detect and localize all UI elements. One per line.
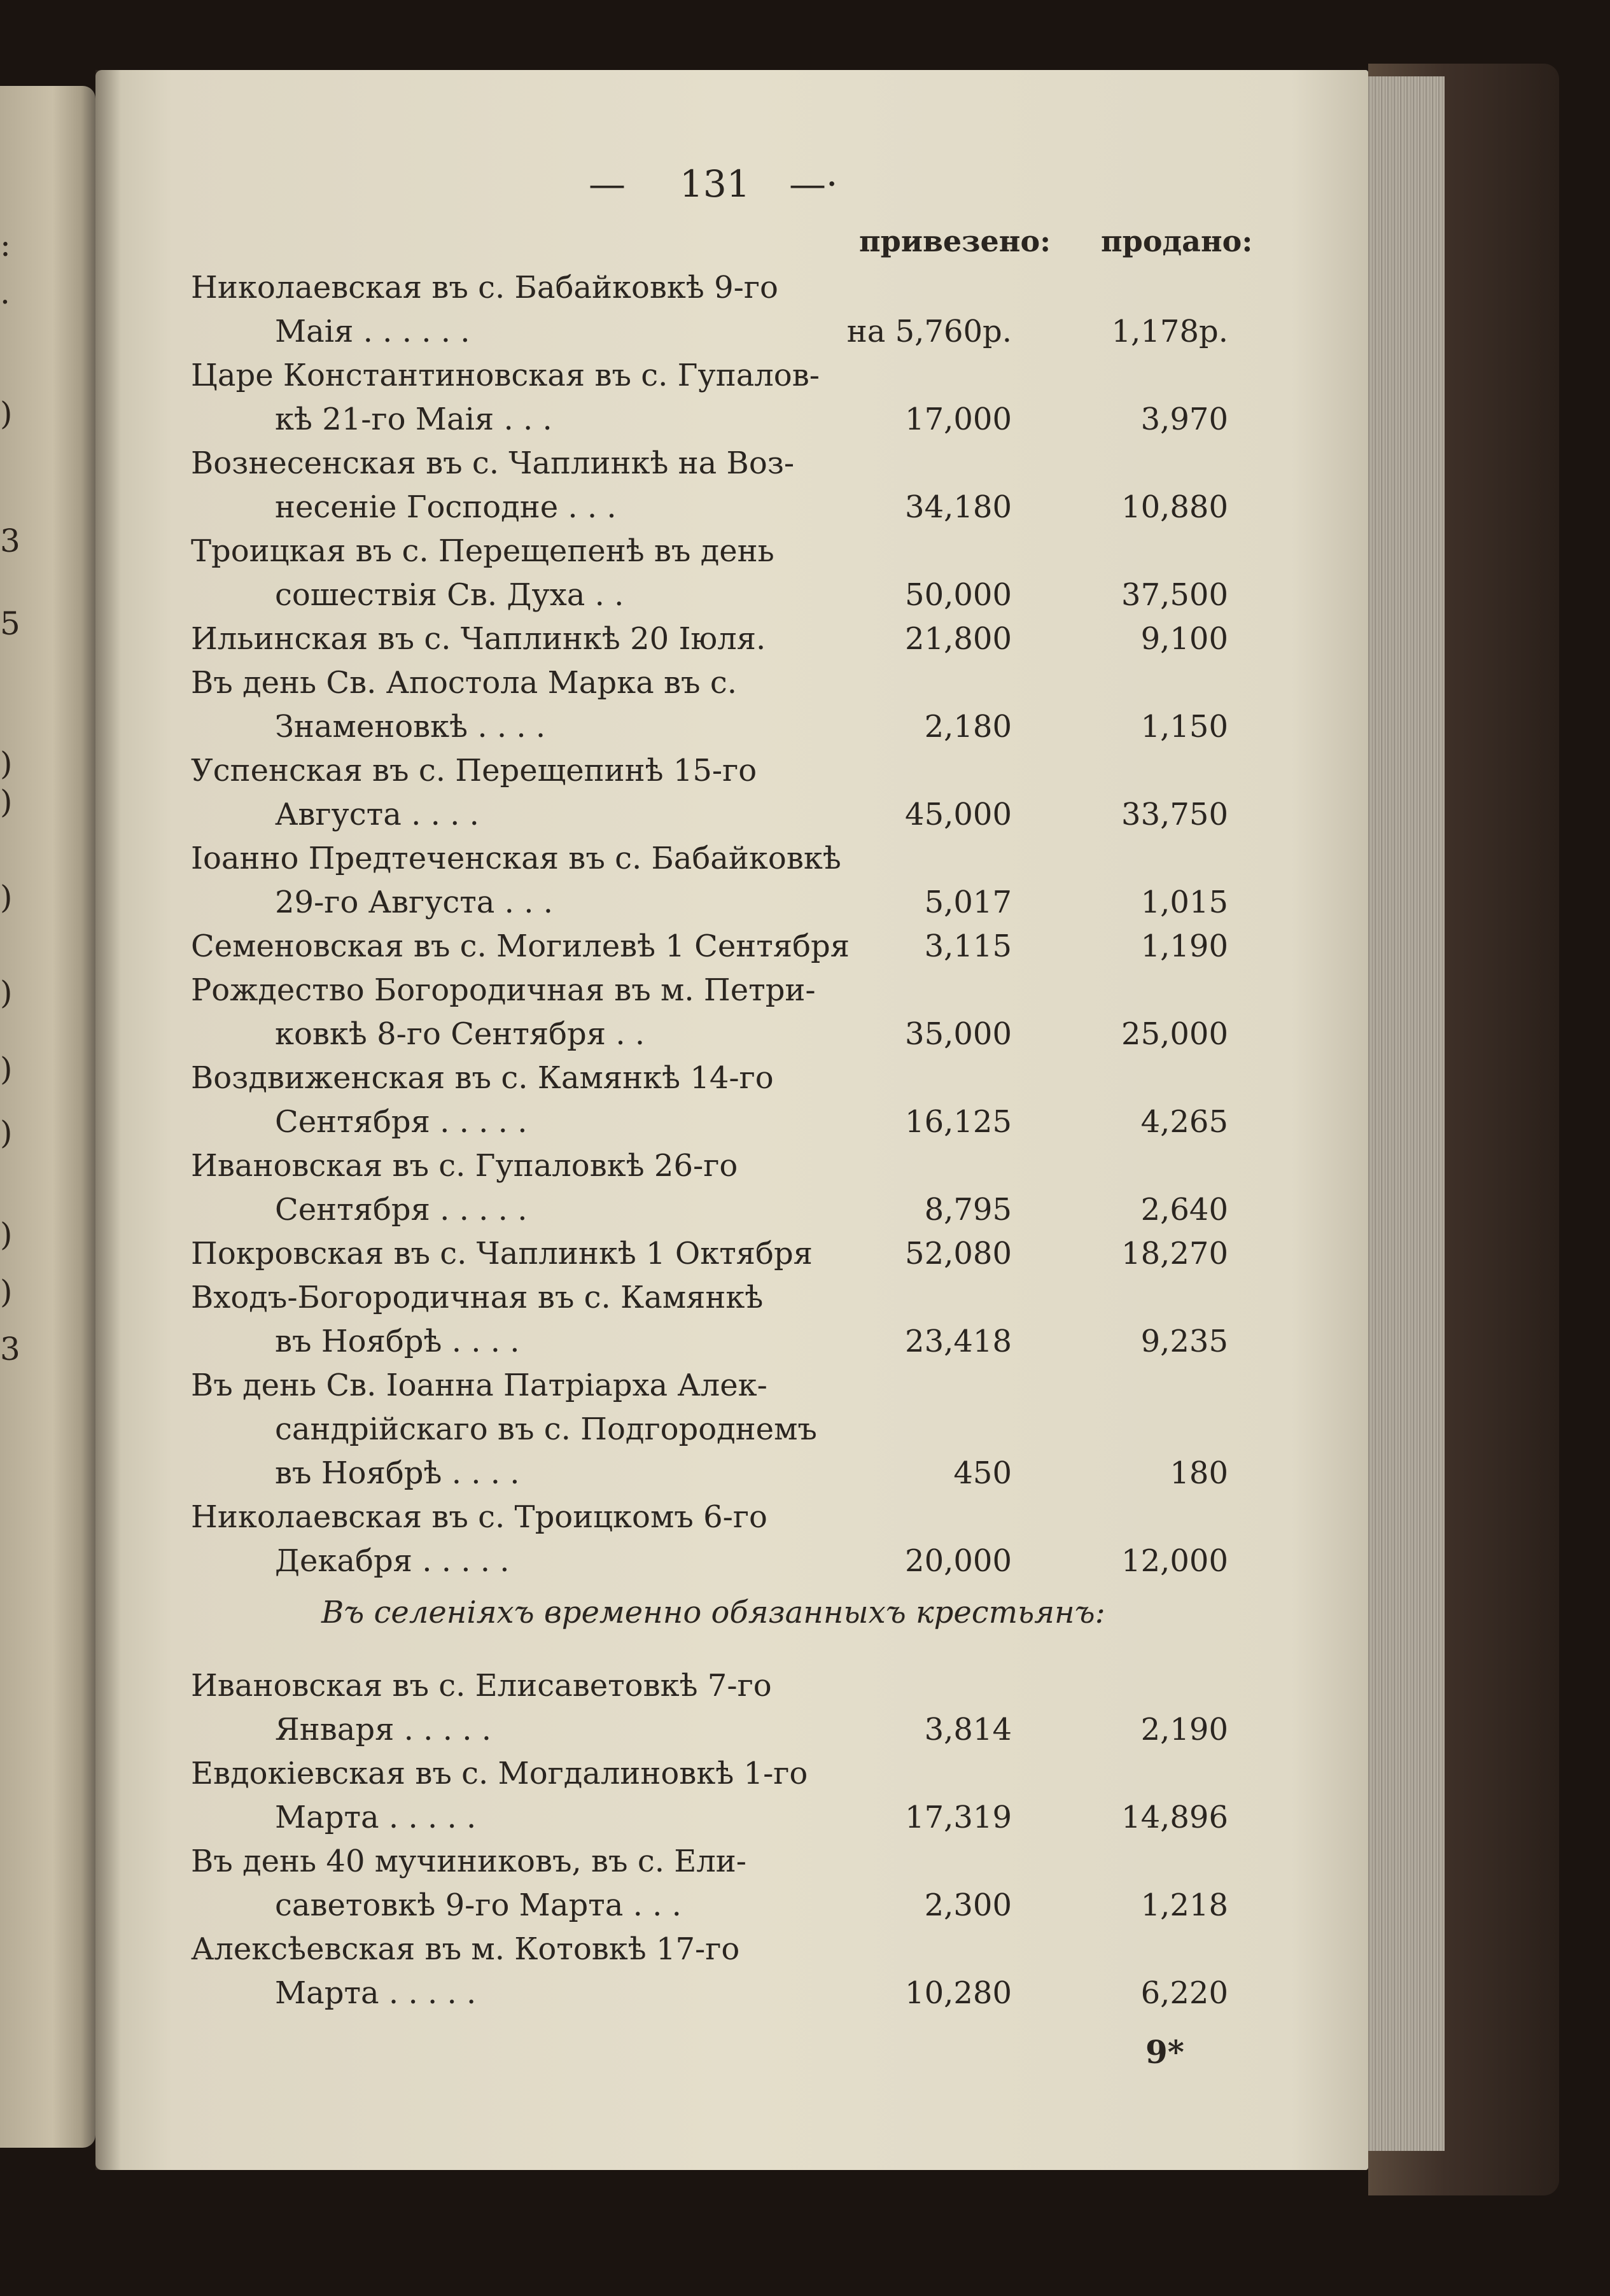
entry-text: Въ день Св. Іоанна Патріарха Алек- bbox=[191, 1368, 767, 1403]
left-page-mark: ) bbox=[0, 879, 13, 916]
sold-value: 9,100 bbox=[1140, 621, 1228, 657]
entry-text: 29-го Августа . . . bbox=[275, 885, 553, 920]
entry-text: Сентября . . . . . bbox=[275, 1104, 528, 1140]
table-line bbox=[0, 1752, 1610, 1795]
sold-value: 2,190 bbox=[1140, 1712, 1228, 1747]
entry-text: Успенская въ с. Перещепинѣ 15-го bbox=[191, 753, 757, 788]
brought-value: 8,795 bbox=[924, 1192, 1012, 1228]
left-page-mark: 5 bbox=[0, 605, 20, 642]
entry-text: Въ день 40 мучиниковъ, въ с. Ели- bbox=[191, 1844, 746, 1879]
brought-value: 3,814 bbox=[924, 1712, 1012, 1747]
column-header-sold: продано: bbox=[1101, 224, 1253, 258]
entry-text: ковкѣ 8-го Сентября . . bbox=[275, 1016, 645, 1052]
brought-value: 3,115 bbox=[924, 928, 1012, 964]
table-line bbox=[0, 969, 1610, 1012]
entry-text: Царе Константиновская въ с. Гупалов- bbox=[191, 358, 820, 393]
entry-text: Вознесенская въ с. Чаплинкѣ на Воз- bbox=[191, 445, 795, 481]
entry-text: Марта . . . . . bbox=[275, 1800, 477, 1835]
entry-text: несеніе Господне . . . bbox=[275, 489, 617, 525]
table-line bbox=[0, 793, 1610, 836]
sold-value: 180 bbox=[1170, 1455, 1228, 1491]
sold-value: 1,015 bbox=[1140, 885, 1228, 920]
table-line bbox=[0, 1495, 1610, 1539]
table-line bbox=[0, 1188, 1610, 1231]
entry-text: Марта . . . . . bbox=[275, 1975, 477, 2011]
entry-text: Николаевская въ с. Троицкомъ 6-го bbox=[191, 1499, 767, 1535]
table-line bbox=[0, 925, 1610, 968]
table-line bbox=[0, 1664, 1610, 1707]
brought-value: 50,000 bbox=[905, 577, 1012, 613]
entry-text: Сентября . . . . . bbox=[275, 1192, 528, 1228]
sold-value: 37,500 bbox=[1121, 577, 1228, 613]
table-line bbox=[0, 1056, 1610, 1100]
entry-text: Августа . . . . bbox=[275, 797, 479, 832]
table-line bbox=[0, 573, 1610, 617]
entry-text: Знаменовкѣ . . . . bbox=[275, 709, 546, 745]
table-line bbox=[0, 1539, 1610, 1583]
sold-value: 6,220 bbox=[1140, 1975, 1228, 2011]
table-line bbox=[0, 1708, 1610, 1751]
entry-text: Маія . . . . . . bbox=[275, 314, 470, 349]
sold-value: 10,880 bbox=[1121, 489, 1228, 525]
table-line bbox=[0, 1452, 1610, 1495]
entry-text: Воздвиженская въ с. Камянкѣ 14-го bbox=[191, 1060, 774, 1096]
sold-value: 33,750 bbox=[1121, 797, 1228, 832]
entry-text: Декабря . . . . . bbox=[275, 1543, 510, 1579]
table-line bbox=[0, 529, 1610, 573]
table-line bbox=[0, 1928, 1610, 1971]
sold-value: 14,896 bbox=[1121, 1800, 1228, 1835]
left-page-mark: ) bbox=[0, 1051, 13, 1088]
entry-text: Покровская въ с. Чаплинкѣ 1 Октября bbox=[191, 1236, 813, 1271]
brought-value: 34,180 bbox=[905, 489, 1012, 525]
table-line bbox=[0, 1100, 1610, 1144]
brought-value: 35,000 bbox=[905, 1016, 1012, 1052]
table-line bbox=[0, 442, 1610, 485]
entry-text: въ Ноябрѣ . . . . bbox=[275, 1324, 520, 1359]
left-page-mark: ) bbox=[0, 745, 13, 782]
sold-value: 9,235 bbox=[1140, 1324, 1228, 1359]
sold-value: 1,218 bbox=[1140, 1887, 1228, 1923]
entry-text: въ Ноябрѣ . . . . bbox=[275, 1455, 520, 1491]
brought-value: 2,300 bbox=[924, 1887, 1012, 1923]
header-dash-right: —· bbox=[789, 162, 838, 206]
table-line bbox=[0, 310, 1610, 353]
table-line bbox=[0, 1971, 1610, 2015]
page-number: 131 bbox=[680, 162, 750, 206]
brought-value: 17,000 bbox=[905, 402, 1012, 437]
entry-text: Рождество Богородичная въ м. Петри- bbox=[191, 972, 816, 1008]
brought-value: 17,319 bbox=[905, 1800, 1012, 1835]
table-line bbox=[0, 1273, 1610, 1319]
sold-value: 1,190 bbox=[1140, 928, 1228, 964]
entry-text: кѣ 21-го Маія . . . bbox=[275, 402, 552, 437]
entry-text: Ивановская въ с. Гупаловкѣ 26-го bbox=[191, 1148, 738, 1184]
left-page-mark: ) bbox=[0, 783, 13, 820]
sold-value: 4,265 bbox=[1140, 1104, 1228, 1140]
table-line bbox=[0, 1012, 1610, 1056]
table-line bbox=[0, 745, 1610, 792]
table-line bbox=[0, 395, 1610, 441]
sold-value: 25,000 bbox=[1121, 1016, 1228, 1052]
brought-value: 23,418 bbox=[905, 1324, 1012, 1359]
left-page-mark: 3 bbox=[0, 522, 20, 559]
entry-text: Троицкая въ с. Перещепенѣ въ день bbox=[191, 533, 774, 569]
table-line bbox=[0, 705, 1610, 748]
entry-text: Входъ-Богородичная въ с. Камянкѣ bbox=[191, 1280, 764, 1315]
table-line bbox=[0, 266, 1610, 309]
entry-text: Семеновская въ с. Могилевѣ 1 Сентября bbox=[191, 928, 850, 964]
section-title-text: Въ селеніяхъ временно обязанныхъ крестьянъ: bbox=[321, 1595, 1105, 1630]
table-line bbox=[0, 1840, 1610, 1883]
table-line bbox=[0, 486, 1610, 529]
entry-text: Ивановская въ с. Елисаветовкѣ 7-го bbox=[191, 1668, 772, 1704]
brought-value: 16,125 bbox=[905, 1104, 1012, 1140]
table-line bbox=[0, 881, 1610, 924]
entry-text: Евдокіевская въ с. Могдалиновкѣ 1-го bbox=[191, 1756, 808, 1791]
table-line bbox=[0, 1796, 1610, 1839]
left-page-mark: 3 bbox=[0, 1331, 20, 1368]
left-page-mark: ) bbox=[0, 1273, 13, 1310]
entry-text: Ильинская въ с. Чаплинкѣ 20 Іюля. bbox=[191, 621, 766, 657]
brought-value: 21,800 bbox=[905, 621, 1012, 657]
table-line bbox=[0, 1232, 1610, 1275]
brought-value: 450 bbox=[953, 1455, 1012, 1491]
table-line bbox=[0, 354, 1610, 397]
sold-value: 1,178р. bbox=[1111, 314, 1228, 349]
sold-value: 3,970 bbox=[1140, 402, 1228, 437]
entry-text: сандрійскаго въ с. Подгороднемъ bbox=[275, 1411, 817, 1447]
table-line bbox=[0, 617, 1610, 661]
brought-value: 10,280 bbox=[905, 1975, 1012, 2011]
table-line bbox=[0, 1408, 1610, 1451]
brought-value: 2,180 bbox=[924, 709, 1012, 745]
entry-text: Іоанно Предтеченская въ с. Бабайковкѣ bbox=[191, 841, 841, 876]
column-header-brought: привезено: bbox=[859, 224, 1051, 258]
entry-text: саветовкѣ 9-го Марта . . . bbox=[275, 1887, 682, 1923]
table-line bbox=[0, 1144, 1610, 1187]
entry-text: Января . . . . . bbox=[275, 1712, 491, 1747]
header-dash-left: — bbox=[589, 162, 626, 206]
table-line bbox=[0, 1884, 1610, 1927]
sold-value: 12,000 bbox=[1121, 1543, 1228, 1579]
sold-value: 18,270 bbox=[1121, 1236, 1228, 1271]
signature-mark: 9* bbox=[1145, 2033, 1184, 2071]
table-line bbox=[0, 837, 1610, 880]
entry-text: Алексѣевская въ м. Котовкѣ 17-го bbox=[191, 1931, 740, 1967]
entry-text: сошествія Св. Духа . . bbox=[275, 577, 624, 613]
table-line bbox=[0, 1364, 1610, 1407]
table-line bbox=[0, 661, 1610, 704]
left-page-mark: ) bbox=[0, 1216, 13, 1253]
left-page-mark: . bbox=[0, 274, 10, 311]
brought-value: на 5,760р. bbox=[846, 314, 1012, 349]
brought-value: 45,000 bbox=[905, 797, 1012, 832]
brought-value: 20,000 bbox=[905, 1543, 1012, 1579]
entry-text: Въ день Св. Апостола Марка въ с. bbox=[191, 665, 737, 701]
left-page-mark: : bbox=[0, 227, 11, 263]
sold-value: 1,150 bbox=[1140, 709, 1228, 745]
left-page-mark: ) bbox=[0, 1114, 13, 1151]
table-line bbox=[0, 1320, 1610, 1368]
sold-value: 2,640 bbox=[1140, 1192, 1228, 1228]
brought-value: 5,017 bbox=[924, 885, 1012, 920]
brought-value: 52,080 bbox=[905, 1236, 1012, 1271]
left-page-mark: ) bbox=[0, 974, 13, 1011]
entry-text: Николаевская въ с. Бабайковкѣ 9-го bbox=[191, 270, 778, 305]
left-page-mark: ) bbox=[0, 395, 13, 432]
